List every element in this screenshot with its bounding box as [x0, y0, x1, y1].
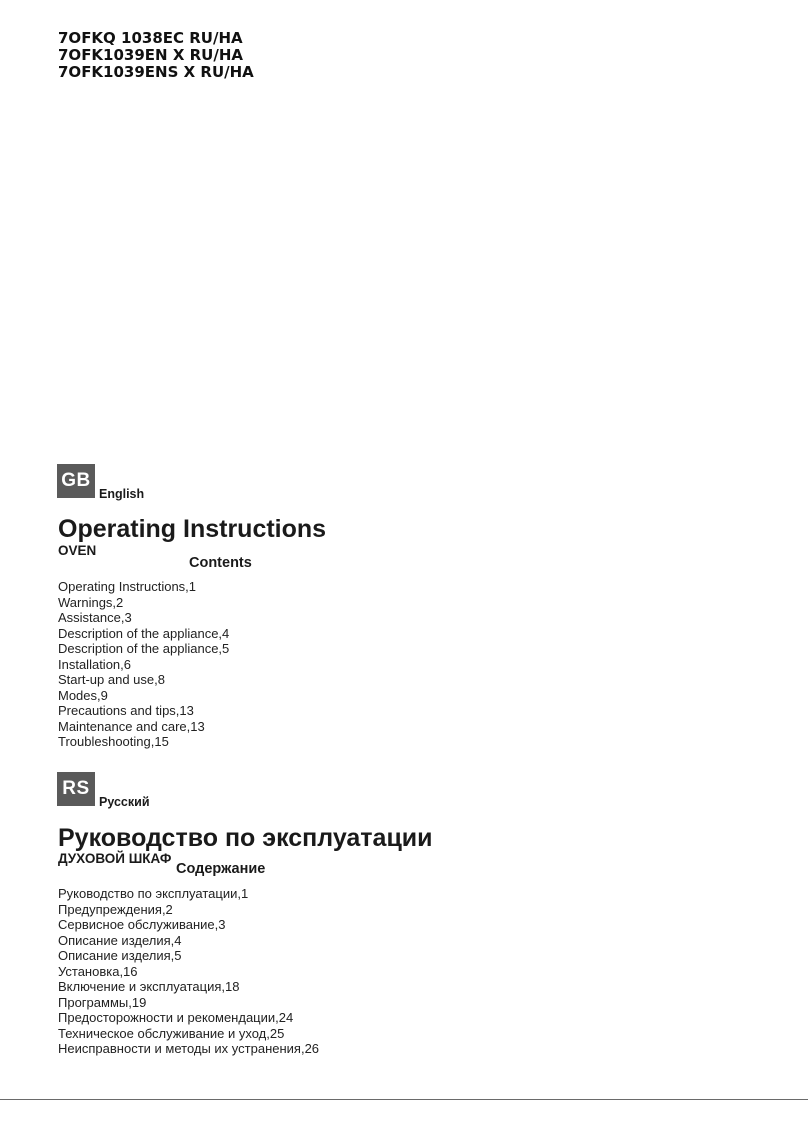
toc-item: Предосторожности и рекомендации,24 — [58, 1010, 294, 1025]
toc-item: Description of the appliance,5 — [58, 641, 230, 656]
language-header-english — [57, 464, 145, 501]
language-name: Русский — [99, 795, 150, 809]
toc-item: Warnings,2 — [58, 594, 124, 610]
table-of-contents-english — [58, 579, 229, 750]
toc-item: Установка,16 — [58, 963, 138, 979]
toc-item: Сервисное обслуживание,3 — [58, 917, 226, 932]
toc-item: Руководство по эксплуатации,1 — [58, 886, 249, 901]
section-subtitle: OVEN — [58, 543, 97, 558]
table-of-contents-russian — [58, 886, 319, 1057]
section-title: Руководство по эксплуатации — [58, 824, 433, 852]
language-badge-rs: RS — [57, 772, 95, 806]
model-number: 7OFKQ 1038EC RU/HA — [58, 29, 243, 47]
toc-item: Maintenance and care,13 — [58, 718, 205, 734]
toc-item: Техническое обслуживание и уход,25 — [58, 1025, 285, 1041]
section-title: Operating Instructions — [58, 515, 327, 543]
toc-item: Предупреждения,2 — [58, 901, 173, 917]
toc-item: Start-up and use,8 — [58, 672, 165, 687]
toc-item: Modes,9 — [58, 687, 108, 703]
section-subtitle: ДУХОВОЙ ШКАФ — [58, 851, 172, 866]
toc-item: Operating Instructions,1 — [58, 579, 197, 594]
toc-item: Включение и эксплуатация,18 — [58, 979, 240, 994]
toc-item: Программы,19 — [58, 994, 147, 1010]
contents-heading: Содержание — [176, 861, 266, 877]
toc-item: Assistance,3 — [58, 610, 132, 625]
language-name: English — [99, 487, 145, 501]
toc-item: Описание изделия,5 — [58, 948, 182, 963]
language-header-russian — [57, 772, 150, 809]
model-number: 7OFK1039EN X RU/HA — [58, 46, 243, 64]
bottom-divider — [0, 1099, 808, 1100]
toc-item: Installation,6 — [58, 656, 131, 672]
model-number: 7OFK1039ENS X RU/HA — [58, 63, 254, 81]
toc-item: Описание изделия,4 — [58, 932, 182, 948]
toc-item: Precautions and tips,13 — [58, 703, 194, 718]
model-list — [58, 30, 254, 81]
toc-item: Troubleshooting,15 — [58, 734, 169, 749]
toc-item: Description of the appliance,4 — [58, 625, 230, 641]
contents-heading: Contents — [189, 555, 252, 571]
toc-item: Неисправности и методы их устранения,26 — [58, 1041, 320, 1056]
language-badge-gb: GB — [57, 464, 95, 498]
